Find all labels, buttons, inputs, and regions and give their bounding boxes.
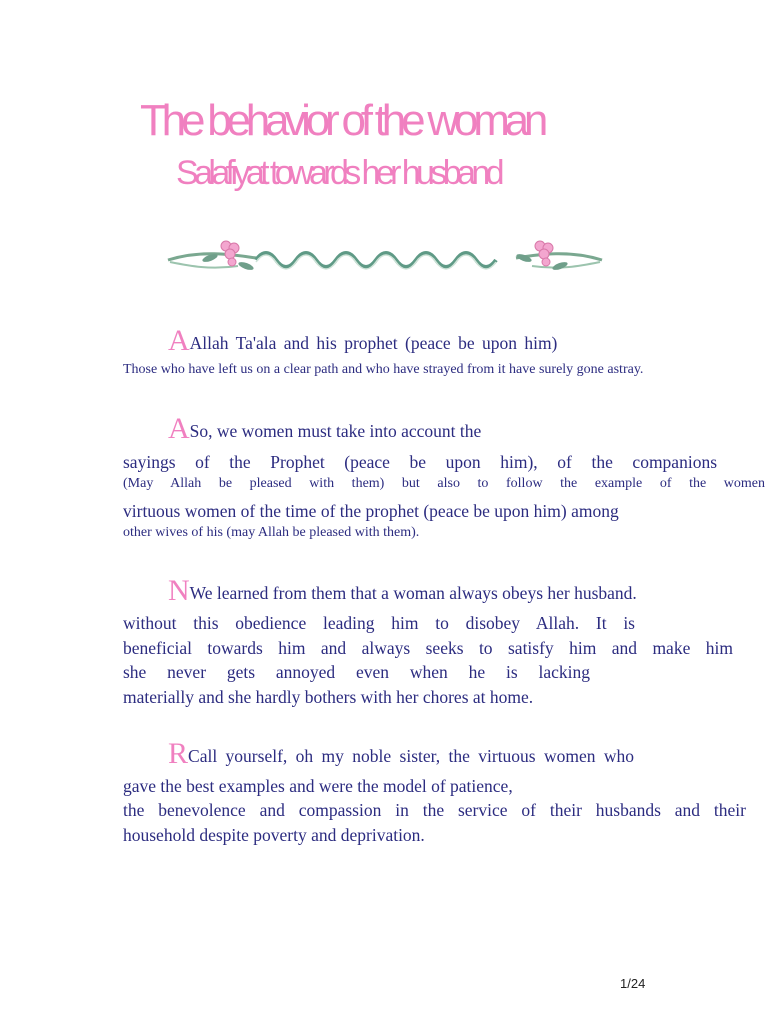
title-line-2: Salafiyat towards her husband [176,154,500,192]
floral-vine-divider-icon [160,236,610,280]
paragraph-1-line-1: Those who have left us on a clear path and who have strayed from it have surely gone astray. [123,362,644,377]
paragraph-3-first-line: NWe learned from them that a woman always obeys her husband. [168,574,637,607]
paragraph-4-first-line: RCall yourself, oh my noble sister, the virtuous women who [168,737,635,770]
paragraph-3-line-2: beneficial towards him and always seeks to satisfy him and make him [123,638,733,658]
drop-cap: R [168,737,189,770]
paragraph-4-line-2: the benevolence and compassion in the service of their husbands and their [123,800,746,820]
paragraph-3-line-1: without this obedience leading him to disobey Allah. It is [123,613,635,633]
drop-cap: A [168,412,190,445]
drop-cap: N [168,574,190,607]
paragraph-4-line-3: household despite poverty and deprivation. [123,825,425,845]
paragraph-3-line-3: she never gets annoyed even when he is lacking [123,662,590,682]
paragraph-2-line-4: other wives of his (may Allah be pleased with them). [123,525,420,540]
drop-cap: A [168,324,190,357]
page-number: 1/24 [620,976,646,991]
title-line-1: The behavior of the woman [140,96,544,145]
paragraph-1-first-line: AAllah Ta'ala and his prophet (peace be upon him) [168,324,558,357]
paragraph-2-line-3: virtuous women of the time of the prophet (peace be upon him) among [123,501,619,521]
paragraph-2-line-2: (May Allah be pleased with them) but also to follow the example of the women [123,476,765,491]
paragraph-2-first-line: ASo, we women must take into account the [168,412,482,445]
paragraph-2-line-1: sayings of the Prophet (peace be upon him), of the companions [123,452,717,472]
paragraph-4-line-1: gave the best examples and were the model of patience, [123,776,513,796]
paragraph-3-line-4: materially and she hardly bothers with her chores at home. [123,687,534,707]
